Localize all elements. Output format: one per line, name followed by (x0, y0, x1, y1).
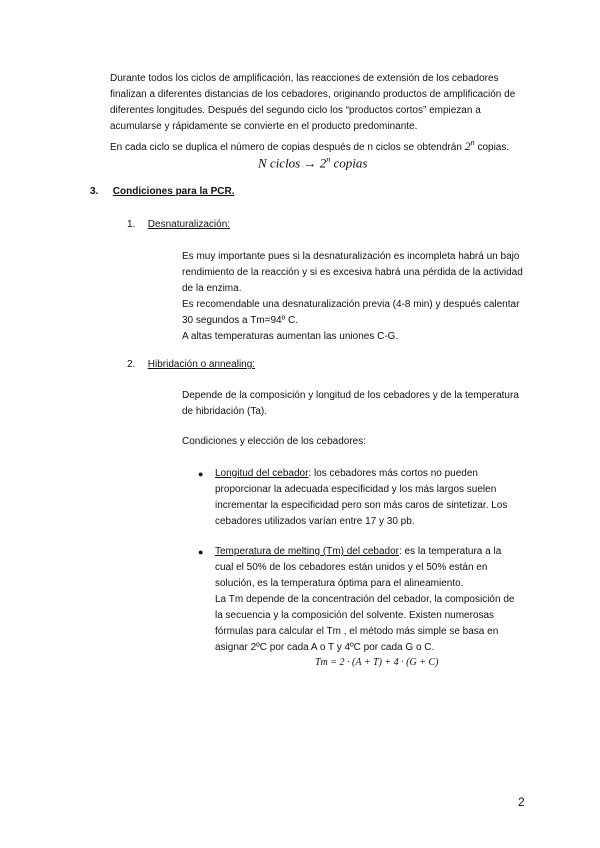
formula-exponent: n (326, 155, 331, 164)
paragraph-line: de la enzima. (182, 283, 242, 294)
bullet-line: La Tm depende de la concentración del cebador, la composición de (215, 594, 515, 605)
copies-formula (258, 152, 367, 171)
section-number: 3. (90, 186, 99, 197)
section-heading (90, 184, 234, 200)
section-title: Condiciones para la PCR. (112, 186, 235, 197)
subsection-heading-denaturation (127, 217, 230, 233)
bullet-text: : los cebadores más cortos no pueden (308, 468, 478, 479)
paragraph-line: A altas temperaturas aumentan las uniones C-G. (182, 331, 399, 342)
bullet-line: cual el 50% de los cebadores están unidos y el 50% están en (215, 562, 488, 573)
bullet-text: : es la temperatura a la (398, 546, 502, 557)
bullet-line: asignar 2ºC por cada A o T y 4ºC por cada G o C. (215, 642, 435, 653)
bullet-term: Temperatura de melting (Tm) del cebador (215, 546, 399, 557)
bullet-line: la secuencia y la composición del solvente. Existen numerosas (215, 610, 495, 621)
subsection-title: Desnaturalización: (147, 219, 231, 230)
bullet-line: solución, es la temperatura óptima para el alineamiento. (215, 578, 464, 589)
paragraph-line: rendimiento de la reacción y si es excesiva habrá una pérdida de la actividad (182, 267, 523, 278)
intro-line: Durante todos los ciclos de amplificación, las reacciones de extensión de los cebadores (110, 73, 499, 84)
bullet-item-melting (198, 544, 535, 656)
conditions-heading: Condiciones y elección de los cebadores: (182, 436, 366, 447)
intro-line: diferentes longitudes. Después del segundo ciclo los “productos cortos” empiezan a (110, 105, 481, 116)
bullet-first-line (215, 466, 535, 482)
paragraph-line: 30 segundos a Tm=94º C. (182, 315, 299, 326)
formula-rhs: copias (333, 155, 368, 171)
intro-line: acumularse y rápidamente se convierte en el producto predominante. (110, 121, 418, 132)
bullet-first-line (215, 544, 535, 560)
subsection-title: Hibridación o annealing: (147, 359, 256, 370)
page-number: 2 (518, 795, 525, 809)
paragraph-line: Es recomendable una desnaturalización previa (4-8 min) y después calentar (182, 299, 520, 310)
paragraph-line: Depende de la composición y longitud de los cebadores y de la temperatura (182, 390, 519, 401)
annealing-paragraph (182, 388, 542, 420)
intro-paragraph (110, 71, 530, 156)
bullet-line: fórmulas para calcular el Tm , el método más simple se basa en (215, 626, 499, 637)
subsection-number: 2. (127, 359, 136, 370)
denaturation-paragraph (182, 249, 542, 345)
tm-formula: Tm = 2 · (A + T) + 4 · (G + C) (315, 657, 439, 668)
copies-suffix: copias. (477, 142, 510, 153)
bullet-term: Longitud del cebador (215, 468, 309, 479)
subsection-number: 1. (127, 219, 136, 230)
subsection-heading-annealing (127, 357, 255, 373)
formula-arrow: → (303, 155, 317, 171)
bullet-icon: ● (198, 547, 204, 557)
copies-text: En cada ciclo se duplica el número de copias después de n ciclos se obtendrán (110, 142, 462, 153)
paragraph-line: Es muy importante pues si la desnaturalización es incompleta habrá un bajo (182, 251, 520, 262)
bullet-item-length (198, 466, 535, 530)
formula-base: 2 (319, 155, 327, 171)
intro-line: finalizan a diferentes distancias de los cebadores, originando productos de amplificación de (110, 89, 516, 100)
formula-lhs: N ciclos (258, 155, 301, 171)
paragraph-line: de hibridación (Ta). (182, 406, 268, 417)
bullet-line: incrementar la especificidad pero son más caros de sintetizar. Los (215, 500, 508, 511)
bullet-line: cebadores utilizados varían entre 17 y 30 pb. (215, 516, 415, 527)
copies-power: 2$^n$ (464, 138, 475, 153)
bullet-line: proporcionar la adecuada especificidad y los más largos suelen (215, 484, 497, 495)
bullet-icon: ● (198, 469, 204, 479)
